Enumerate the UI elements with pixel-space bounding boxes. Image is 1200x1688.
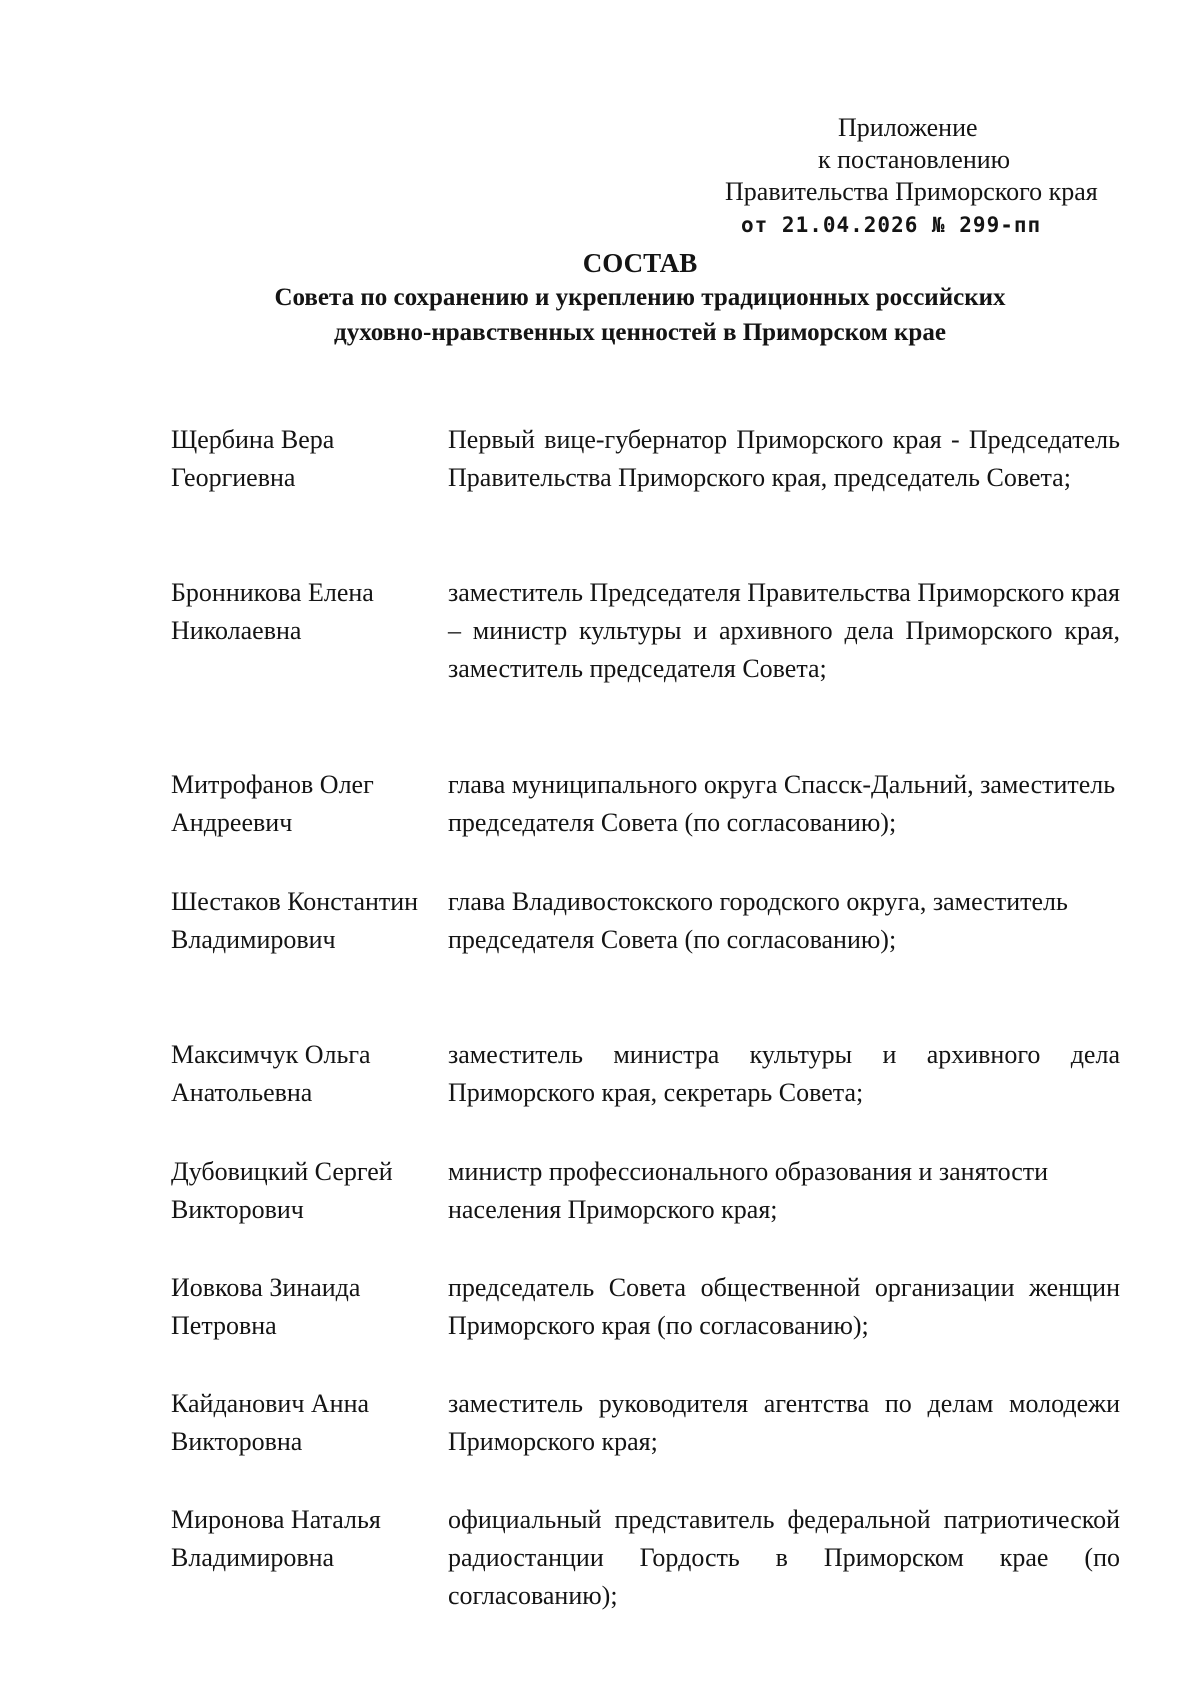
member-name: Кайданович Анна Викторовна: [171, 1389, 370, 1456]
member-name: Максимчук Ольга Анатольевна: [171, 1040, 371, 1107]
document-subtitle: Совета по сохранению и укреплению традиционных российских духовно-нравственных ценностей в Приморском крае: [274, 284, 1006, 346]
member-name: Митрофанов Олег Андреевич: [171, 770, 374, 837]
member-row: [171, 1153, 1121, 1269]
member-name: Щербина Вера Георгиевна: [171, 425, 335, 492]
member-role: официальный представитель федеральной патриотической радиостанции Гордость в Приморском крае (по согласованию);: [448, 1505, 1120, 1610]
member-row: [171, 1385, 1121, 1501]
document-title: СОСТАВ: [582, 248, 698, 278]
appendix-label: Приложение: [838, 113, 978, 142]
member-role: заместитель руководителя агентства по делам молодежи Приморского края;: [448, 1389, 1120, 1456]
member-role: министр профессионального образования и занятости населения Приморского края;: [448, 1157, 1049, 1224]
member-row: [171, 766, 1121, 883]
member-role: глава муниципального округа Спасск-Дальний, заместитель председателя Совета (по согласованию);: [448, 770, 1116, 837]
appendix-resolution-ref: к постановлению: [818, 145, 1011, 174]
member-row: [171, 421, 1121, 574]
resolution-date-number: от 21.04.2026 № 299-пп: [741, 213, 1042, 237]
members-list: [171, 421, 1121, 1615]
member-role: председатель Совета общественной организации женщин Приморского края (по согласованию);: [448, 1273, 1120, 1340]
member-name: Иовкова Зинаида Петровна: [171, 1273, 361, 1340]
member-name: Бронникова Елена Николаевна: [171, 578, 374, 645]
member-row: [171, 1036, 1121, 1153]
member-role: заместитель Председателя Правительства Приморского края – министр культуры и архивного дела Приморского края, заместитель председателя Совета;: [448, 578, 1120, 683]
title-block: [150, 246, 1130, 350]
member-row: [171, 574, 1121, 766]
member-row: [171, 1269, 1121, 1385]
member-role: глава Владивостокского городского округа, заместитель председателя Совета (по согласованию);: [448, 887, 1068, 954]
member-row: [171, 883, 1121, 1036]
member-role: Первый вице-губернатор Приморского края - Председатель Правительства Приморского края, председатель Совета;: [448, 425, 1120, 492]
member-row: [171, 1501, 1121, 1615]
member-name: Дубовицкий Сергей Викторович: [171, 1157, 393, 1224]
member-name: Миронова Наталья Владимировна: [171, 1505, 381, 1572]
member-role: заместитель министра культуры и архивного дела Приморского края, секретарь Совета;: [448, 1040, 1120, 1107]
appendix-government: Правительства Приморского края: [725, 177, 1098, 206]
member-name: Шестаков Константин Владимирович: [171, 887, 419, 954]
